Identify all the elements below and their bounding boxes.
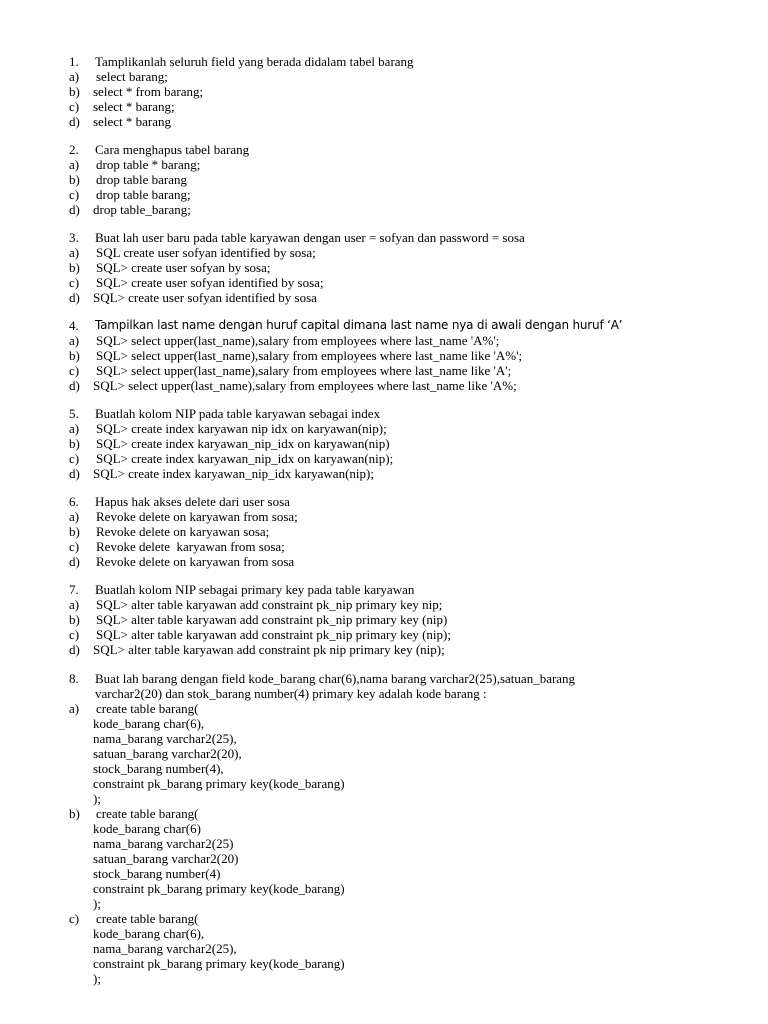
code-line: satuan_barang varchar2(20),	[93, 746, 242, 761]
question-8	[0, 671, 768, 986]
option-text: SQL> create index karyawan_nip_idx on karyawan(nip)	[96, 436, 390, 451]
code-line: stock_barang number(4)	[93, 866, 221, 881]
option-letter: c)	[69, 539, 80, 554]
code-line: );	[93, 896, 101, 911]
code-line: create table barang(	[96, 911, 199, 926]
code-line-row	[0, 881, 768, 896]
option-letter: a)	[69, 245, 80, 260]
code-line: nama_barang varchar2(25)	[93, 836, 234, 851]
question-2	[0, 142, 768, 217]
question-line	[0, 142, 768, 157]
question-text: Tamplikanlah seluruh field yang berada didalam tabel barang	[95, 54, 414, 69]
option	[0, 612, 768, 627]
code-line: );	[93, 971, 101, 986]
option	[0, 554, 768, 569]
option	[0, 466, 768, 481]
code-line-row	[0, 971, 768, 986]
question-5	[0, 406, 768, 481]
option-letter: c)	[69, 627, 80, 642]
question-number: 1.	[69, 54, 79, 69]
option	[0, 806, 768, 821]
code-line-row	[0, 896, 768, 911]
question-line	[0, 318, 768, 333]
option-letter: b)	[69, 260, 80, 275]
option	[0, 509, 768, 524]
option	[0, 451, 768, 466]
code-line-row	[0, 821, 768, 836]
option	[0, 157, 768, 172]
code-line: nama_barang varchar2(25),	[93, 941, 237, 956]
option-text: SQL> alter table karyawan add constraint pk_nip primary key (nip);	[96, 627, 451, 642]
code-line-row	[0, 791, 768, 806]
question-number: 2.	[69, 142, 79, 157]
code-line-row	[0, 731, 768, 746]
option	[0, 436, 768, 451]
option-letter: d)	[69, 554, 80, 569]
option-text: select * barang;	[93, 99, 175, 114]
question-text: Buatlah kolom NIP pada table karyawan sebagai index	[95, 406, 381, 421]
option-letter: a)	[69, 597, 80, 612]
option-letter: c)	[69, 451, 80, 466]
question-1	[0, 54, 768, 129]
option	[0, 99, 768, 114]
option	[0, 333, 768, 348]
option	[0, 378, 768, 393]
option-letter: a)	[69, 421, 80, 436]
option-letter: c)	[69, 275, 80, 290]
code-line-row	[0, 866, 768, 881]
option-letter: c)	[69, 99, 80, 114]
code-line: );	[93, 791, 101, 806]
code-line-row	[0, 926, 768, 941]
code-line: create table barang(	[96, 806, 199, 821]
option-text: Revoke delete on karyawan sosa;	[96, 524, 270, 539]
option-text: Revoke delete on karyawan from sosa;	[96, 509, 298, 524]
option	[0, 701, 768, 716]
option-text: SQL> create user sofyan identified by sosa	[93, 290, 317, 305]
question-line	[0, 494, 768, 509]
question-line	[0, 582, 768, 597]
code-line: constraint pk_barang primary key(kode_barang)	[93, 956, 345, 971]
option-text: SQL create user sofyan identified by sosa;	[96, 245, 316, 260]
code-line-row	[0, 851, 768, 866]
code-line-row	[0, 761, 768, 776]
option	[0, 363, 768, 378]
option-letter: d)	[69, 642, 80, 657]
question-text: Buat lah user baru pada table karyawan dengan user = sofyan dan password = sosa	[95, 230, 525, 245]
option-letter: b)	[69, 348, 80, 363]
question-6	[0, 494, 768, 569]
option	[0, 245, 768, 260]
code-line: kode_barang char(6),	[93, 926, 205, 941]
code-line: satuan_barang varchar2(20)	[93, 851, 239, 866]
option-text: select barang;	[96, 69, 168, 84]
option	[0, 911, 768, 926]
option-letter: a)	[69, 333, 80, 348]
option	[0, 348, 768, 363]
option-letter: b)	[69, 172, 80, 187]
option-text: SQL> select upper(last_name),salary from employees where last_name like 'A%';	[96, 348, 523, 363]
question-text: Hapus hak akses delete dari user sosa	[95, 494, 290, 509]
option-letter: d)	[69, 202, 80, 217]
option	[0, 275, 768, 290]
option	[0, 202, 768, 217]
code-line-row	[0, 716, 768, 731]
option	[0, 260, 768, 275]
option-letter: a)	[69, 701, 80, 716]
question-number: 4.	[69, 318, 79, 333]
option-text: Revoke delete karyawan from sosa;	[96, 539, 285, 554]
option-letter: b)	[69, 612, 80, 627]
option-text: SQL> alter table karyawan add constraint pk_nip primary key nip;	[96, 597, 443, 612]
question-text: Tampilkan last name dengan huruf capital dimana last name nya di awali dengan huruf ‘A’	[95, 318, 623, 332]
code-line: stock_barang number(4),	[93, 761, 224, 776]
question-number: 3.	[69, 230, 79, 245]
option	[0, 84, 768, 99]
option-text: SQL> alter table karyawan add constraint pk_nip primary key (nip)	[96, 612, 448, 627]
question-number: 8.	[69, 671, 79, 686]
option-letter: a)	[69, 509, 80, 524]
option	[0, 69, 768, 84]
option-text: drop table * barang;	[96, 157, 201, 172]
option-letter: a)	[69, 69, 80, 84]
option-letter: d)	[69, 290, 80, 305]
option	[0, 642, 768, 657]
option-letter: b)	[69, 524, 80, 539]
option	[0, 172, 768, 187]
option-text: Revoke delete on karyawan from sosa	[96, 554, 295, 569]
option-text: SQL> select upper(last_name),salary from employees where last_name like 'A%;	[93, 378, 517, 393]
option-text: select * barang	[93, 114, 171, 129]
question-number: 5.	[69, 406, 79, 421]
code-line-row	[0, 776, 768, 791]
code-line-row	[0, 956, 768, 971]
option	[0, 421, 768, 436]
option	[0, 627, 768, 642]
option-text: SQL> create user sofyan by sosa;	[96, 260, 271, 275]
option-letter: c)	[69, 363, 80, 378]
option-text: SQL> alter table karyawan add constraint pk nip primary key (nip);	[93, 642, 445, 657]
question-line	[0, 406, 768, 421]
option-text: SQL> create index karyawan_nip_idx on karyawan(nip);	[96, 451, 394, 466]
option-text: SQL> select upper(last_name),salary from employees where last_name 'A%';	[96, 333, 500, 348]
option-letter: b)	[69, 84, 80, 99]
question-line	[0, 230, 768, 245]
option-text: SQL> create index karyawan_nip_idx karyawan(nip);	[93, 466, 374, 481]
option-text: SQL> select upper(last_name),salary from employees where last_name like 'A';	[96, 363, 512, 378]
option	[0, 114, 768, 129]
code-line: create table barang(	[96, 701, 199, 716]
code-line: nama_barang varchar2(25),	[93, 731, 237, 746]
code-line-row	[0, 746, 768, 761]
option-letter: d)	[69, 114, 80, 129]
option	[0, 539, 768, 554]
option-letter: b)	[69, 806, 80, 821]
option	[0, 187, 768, 202]
question-text: varchar2(20) dan stok_barang number(4) primary key adalah kode barang :	[95, 686, 487, 701]
question-3	[0, 230, 768, 305]
option-letter: c)	[69, 911, 80, 926]
option-text: drop table barang;	[96, 187, 191, 202]
option-text: SQL> create user sofyan identified by sosa;	[96, 275, 324, 290]
code-line: constraint pk_barang primary key(kode_barang)	[93, 776, 345, 791]
option-letter: d)	[69, 378, 80, 393]
option-text: drop table_barang;	[93, 202, 191, 217]
question-number: 6.	[69, 494, 79, 509]
option	[0, 597, 768, 612]
question-number: 7.	[69, 582, 79, 597]
code-line-row	[0, 941, 768, 956]
option-text: SQL> create index karyawan nip idx on karyawan(nip);	[96, 421, 387, 436]
question-text: Cara menghapus tabel barang	[95, 142, 250, 157]
option-text: select * from barang;	[93, 84, 204, 99]
code-line: constraint pk_barang primary key(kode_barang)	[93, 881, 345, 896]
option-text: drop table barang	[96, 172, 187, 187]
code-line-row	[0, 836, 768, 851]
option	[0, 524, 768, 539]
question-line	[0, 671, 768, 686]
question-text: Buat lah barang dengan field kode_barang char(6),nama barang varchar2(25),satuan_barang	[95, 671, 576, 686]
option-letter: b)	[69, 436, 80, 451]
question-line-continued	[0, 686, 768, 701]
question-7	[0, 582, 768, 657]
question-text: Buatlah kolom NIP sebagai primary key pada table karyawan	[95, 582, 415, 597]
option-letter: d)	[69, 466, 80, 481]
code-line: kode_barang char(6)	[93, 821, 201, 836]
option-letter: a)	[69, 157, 80, 172]
question-4	[0, 318, 768, 393]
option	[0, 290, 768, 305]
code-line: kode_barang char(6),	[93, 716, 205, 731]
question-line	[0, 54, 768, 69]
option-letter: c)	[69, 187, 80, 202]
